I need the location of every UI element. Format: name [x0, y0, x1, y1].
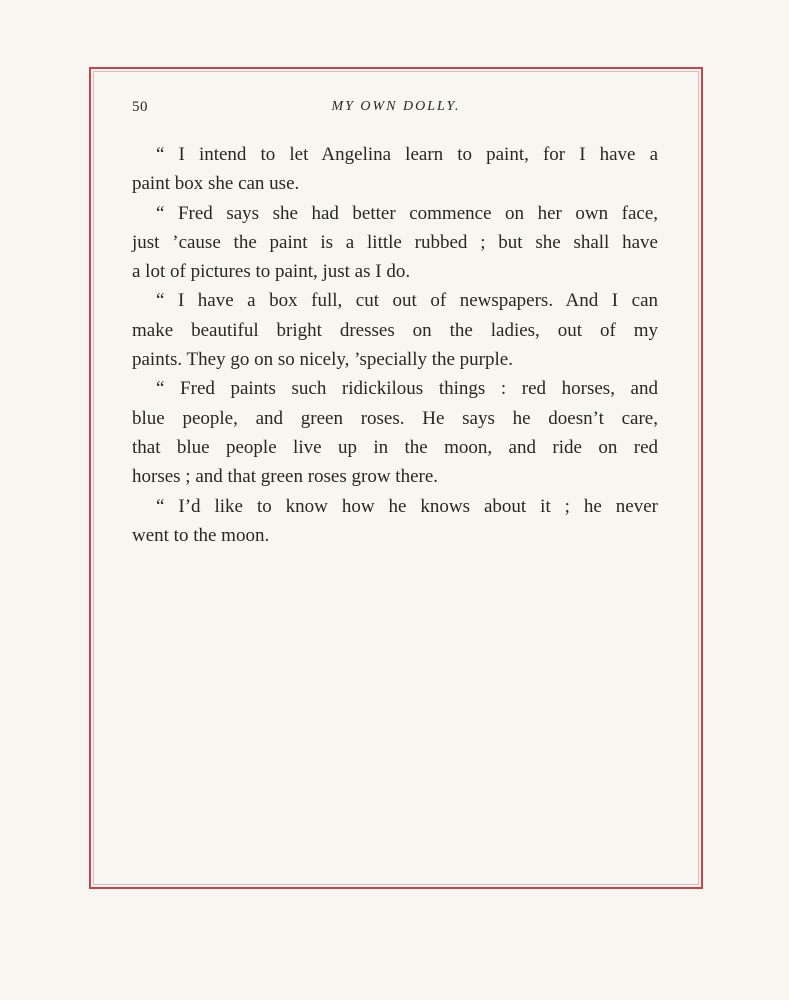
text-line: a lot of pictures to paint, just as I do. — [132, 261, 411, 283]
text-line: went to the moon. — [132, 524, 270, 546]
text-line: that blue people live up in the moon, and ride on red — [132, 436, 658, 458]
paragraph — [132, 140, 658, 199]
paragraph — [132, 492, 658, 551]
page-number: 50 — [132, 99, 148, 115]
text-line: “ Fred says she had better commence on her own face, — [156, 202, 658, 224]
text-line: make beautiful bright dresses on the ladies, out of my — [132, 319, 658, 341]
paragraph — [132, 286, 658, 374]
paragraph — [132, 374, 658, 491]
text-line: “ Fred paints such ridickilous things : red horses, and — [156, 378, 658, 400]
text-line: horses ; and that green roses grow there. — [132, 466, 439, 488]
text-line: paints. They go on so nicely, ’specially the purple. — [132, 349, 513, 371]
page-header — [132, 99, 660, 121]
text-line: just ’cause the paint is a little rubbed ; but she shall have — [132, 231, 658, 253]
text-line: “ I intend to let Angelina learn to paint, for I have a — [156, 144, 658, 165]
paragraph — [132, 199, 658, 287]
text-line: paint box she can use. — [132, 173, 300, 195]
running-title: MY OWN DOLLY. — [331, 99, 461, 114]
text-line: blue people, and green roses. He says he doesn’t care, — [132, 407, 658, 429]
text-line: “ I’d like to know how he knows about it ; he never — [156, 495, 658, 517]
text-body — [132, 140, 658, 550]
text-line: “ I have a box full, cut out of newspapers. And I can — [156, 290, 658, 312]
